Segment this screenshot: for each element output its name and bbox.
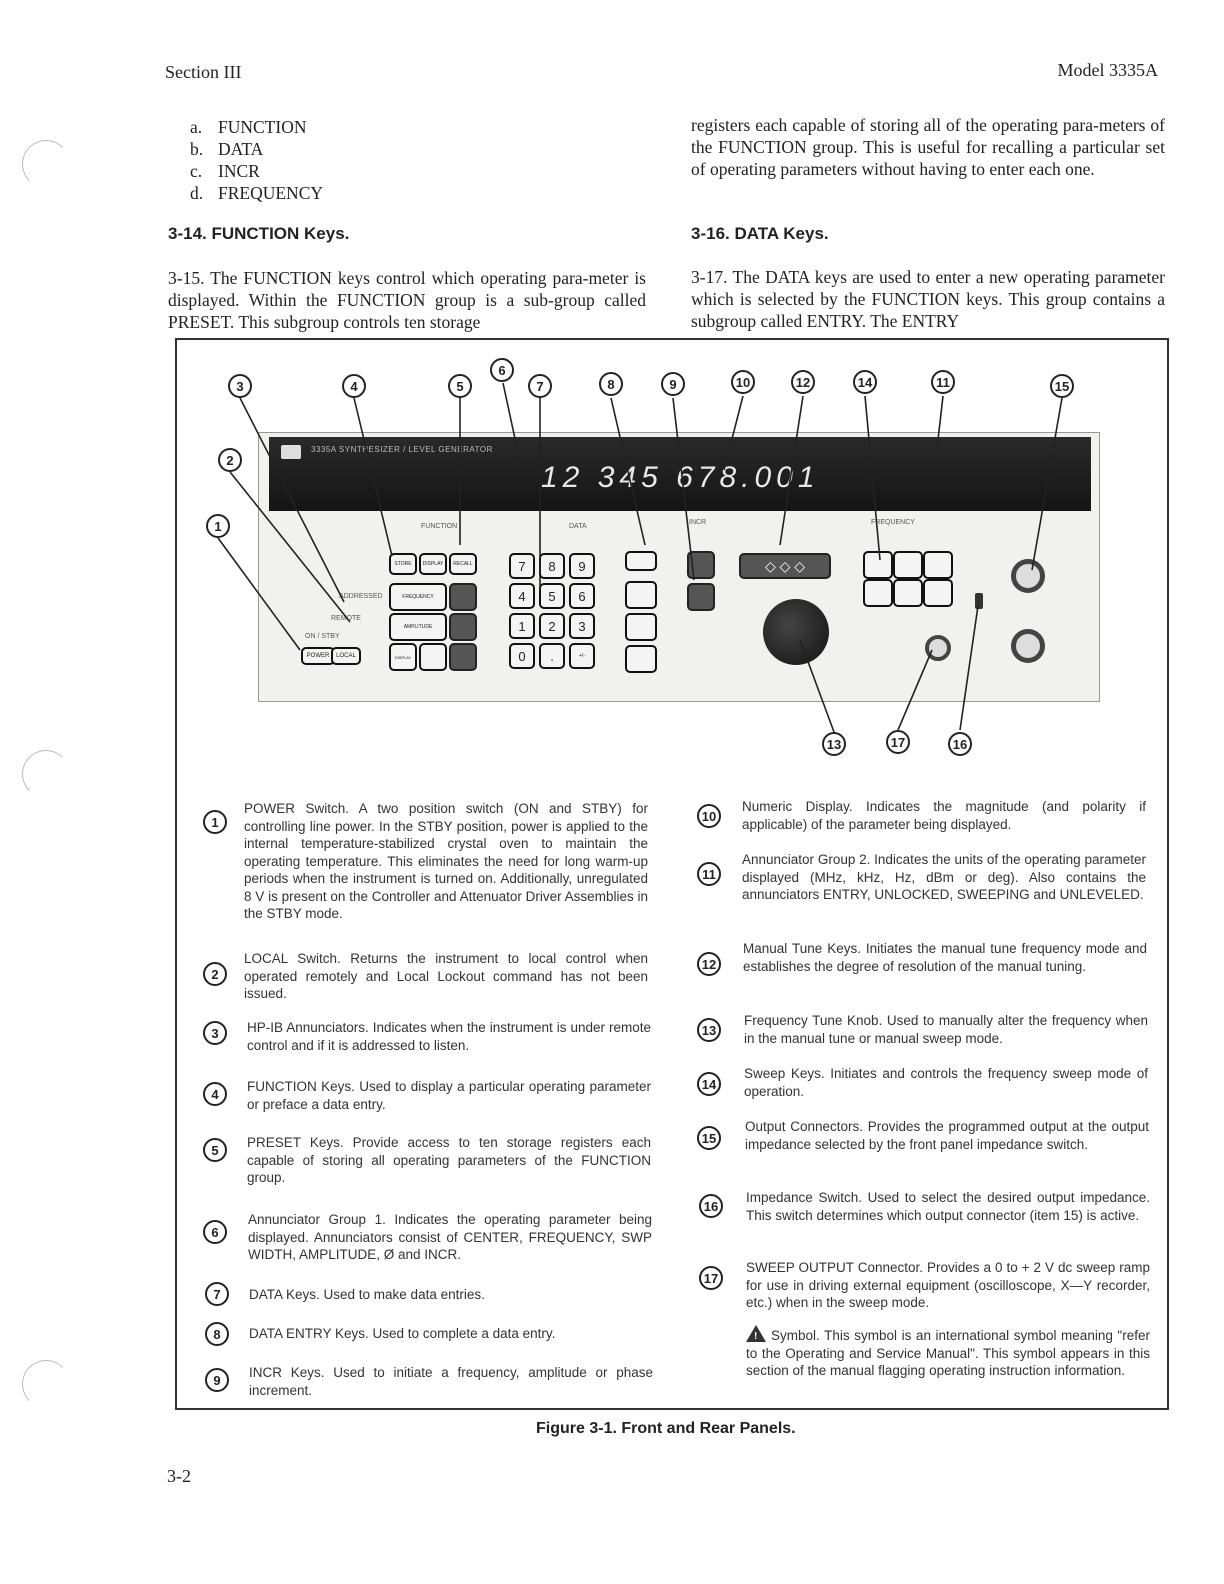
list-item: b. DATA xyxy=(190,139,264,159)
leader-line-14 xyxy=(865,396,880,560)
callout-number: 11 xyxy=(697,862,721,886)
display-last-entry-key[interactable]: DISPLAY xyxy=(389,643,417,671)
page-number: 3-2 xyxy=(167,1466,191,1486)
callout-number: 10 xyxy=(697,804,721,828)
warning-triangle-icon xyxy=(746,1325,766,1342)
callout-text-7: DATA Keys. Used to make data entries. xyxy=(249,1287,485,1302)
callout-text-5: PRESET Keys. Provide access to ten storage registers each capable of storing all operating parameters of the FUNCTION group. xyxy=(247,1135,651,1185)
list-item: d. FREQUENCY xyxy=(190,183,324,203)
key-7[interactable]: 7 xyxy=(509,553,535,579)
callout-number: 17 xyxy=(699,1266,723,1290)
callout-text-4: FUNCTION Keys. Used to display a particular operating parameter or preface a data entry. xyxy=(247,1079,651,1112)
leader-line-11 xyxy=(935,396,943,466)
callout-text-2: LOCAL Switch. Returns the instrument to local control when operated remotely and Local Lockout command has not been issued. xyxy=(244,951,648,1001)
leader-line-13 xyxy=(800,640,834,732)
amplitude-key[interactable]: AMPLITUDE xyxy=(389,613,447,641)
callout-number: 6 xyxy=(203,1220,227,1244)
numeric-display: 12 345 678.001 xyxy=(541,461,820,494)
callout-number: 15 xyxy=(697,1126,721,1150)
figure-callout-8: 8 xyxy=(599,372,623,396)
figure-callout-12: 12 xyxy=(791,370,815,394)
binder-hole xyxy=(22,1360,70,1408)
callout-text-14: Sweep Keys. Initiates and controls the frequency sweep mode of operation. xyxy=(744,1066,1148,1099)
display-button[interactable]: DISPLAY xyxy=(419,553,447,575)
callout-text-6: Annunciator Group 1. Indicates the operating parameter being displayed. Annunciators consist of CENTER, FREQUENCY, SWP WIDTH, AMPLITUDE, Ø and INCR. xyxy=(248,1212,652,1262)
figure-callout-14: 14 xyxy=(853,370,877,394)
power-button[interactable]: POWER xyxy=(301,647,335,665)
callout-number: 2 xyxy=(203,962,227,986)
key-8[interactable]: 8 xyxy=(539,553,565,579)
key-decimal[interactable]: . xyxy=(539,643,565,669)
key-6[interactable]: 6 xyxy=(569,583,595,609)
key-9[interactable]: 9 xyxy=(569,553,595,579)
figure-callout-4: 4 xyxy=(342,374,366,398)
callout-text-12: Manual Tune Keys. Initiates the manual tune frequency mode and establishes the degree of resolution of the manual tuning. xyxy=(743,941,1147,974)
leader-line-6 xyxy=(503,383,520,462)
callout-text-9: INCR Keys. Used to initiate a frequency, amplitude or phase increment. xyxy=(249,1365,653,1398)
callout-number: 4 xyxy=(203,1082,227,1106)
paragraph-3-17: 3-17. The DATA keys are used to enter a new operating parameter which is selected by the FUNCTION keys. This group contains a subgroup called ENTRY. The ENTRY xyxy=(691,267,1165,331)
brand-label: 3335A SYNTHESIZER / LEVEL GENERATOR xyxy=(311,445,493,454)
callout-text-3: HP-IB Annunciators. Indicates when the instrument is under remote control and if it is addressed to listen. xyxy=(247,1020,651,1053)
figure-callout-11: 11 xyxy=(931,370,955,394)
leader-line-12 xyxy=(780,396,803,545)
figure-callout-3: 3 xyxy=(228,374,252,398)
leader-line-8 xyxy=(611,398,645,545)
figure-callout-1: 1 xyxy=(206,514,230,538)
sweep-group-label: FREQUENCY xyxy=(871,519,915,526)
key-0[interactable]: 0 xyxy=(509,643,535,669)
key-3[interactable]: 3 xyxy=(569,613,595,639)
data-group-label: DATA xyxy=(569,523,587,530)
callout-text-13: Frequency Tune Knob. Used to manually alter the frequency when in the manual tune or manual sweep mode. xyxy=(744,1013,1148,1046)
callout-text-15: Output Connectors. Provides the programmed output at the output impedance selected by the front panel impedance switch. xyxy=(745,1119,1149,1152)
symbol-note: !Symbol. This symbol is an international symbol meaning "refer to the Operating and Service Manual". This symbol appears in this section of the manual flagging operating instruction information. xyxy=(746,1325,1150,1380)
leader-line-17 xyxy=(898,650,932,730)
section-label: Section III xyxy=(165,62,242,82)
callout-text-11: Annunciator Group 2. Indicates the units of the operating parameter displayed (MHz, kHz, Hz, dBm or deg). Also contains the annunciators ENTRY, UNLOCKED, SWEEPING and UNLEVELED. xyxy=(742,852,1146,902)
figure-caption: Figure 3-1. Front and Rear Panels. xyxy=(536,1420,796,1437)
remote-label: REMOTE xyxy=(331,615,361,622)
leader-line-16 xyxy=(960,606,978,730)
figure-callout-6: 6 xyxy=(490,358,514,382)
key-4[interactable]: 4 xyxy=(509,583,535,609)
paragraph-right-top: registers each capable of storing all of the operating para-meters of the FUNCTION group. This is useful for recalling a particular set of operating parameters without having to enter each one. xyxy=(691,115,1165,179)
incr-group-label: INCR xyxy=(689,519,707,526)
key-1[interactable]: 1 xyxy=(509,613,535,639)
recall-button[interactable]: RECALL xyxy=(449,553,477,575)
leader-line-10 xyxy=(724,396,743,470)
callout-number: 16 xyxy=(699,1194,723,1218)
leader-line-4 xyxy=(354,398,392,556)
figure-callout-10: 10 xyxy=(731,370,755,394)
heading-data-keys: 3-16. DATA Keys. xyxy=(691,224,829,243)
callout-number: 14 xyxy=(697,1072,721,1096)
callout-number: 3 xyxy=(203,1021,227,1045)
list-item: a. FUNCTION xyxy=(190,117,307,137)
paragraph-3-15: 3-15. The FUNCTION keys control which operating para-meter is displayed. Within the FUNCTION group is a sub-group called PRESET. This subgroup controls ten storage xyxy=(168,268,646,332)
key-sign[interactable]: +/- xyxy=(569,643,595,669)
list-item: c. INCR xyxy=(190,161,260,181)
leader-line-1 xyxy=(218,538,300,650)
figure-callout-2: 2 xyxy=(218,448,242,472)
figure-callout-7: 7 xyxy=(528,374,552,398)
callout-number: 5 xyxy=(203,1138,227,1162)
figure-callout-16: 16 xyxy=(948,732,972,756)
callout-text-10: Numeric Display. Indicates the magnitude (and polarity if applicable) of the parameter being displayed. xyxy=(742,799,1146,832)
figure-callout-9: 9 xyxy=(661,372,685,396)
callout-number: 9 xyxy=(205,1368,229,1392)
callout-number: 8 xyxy=(205,1322,229,1346)
figure-callout-17: 17 xyxy=(886,730,910,754)
callout-number: 1 xyxy=(203,810,227,834)
callout-text-16: Impedance Switch. Used to select the desired output impedance. This switch determines which output connector (item 15) is active. xyxy=(746,1190,1150,1223)
leader-line-9 xyxy=(673,398,694,580)
figure-callout-15: 15 xyxy=(1050,374,1074,398)
stby-label: ON / STBY xyxy=(305,633,340,640)
key-2[interactable]: 2 xyxy=(539,613,565,639)
callout-text-8: DATA ENTRY Keys. Used to complete a data entry. xyxy=(249,1326,556,1341)
callout-text-1: POWER Switch. A two position switch (ON and STBY) for controlling line power. In the STBY position, power is applied to the internal temperature-stabilized crystal oven to maintain the operating temperature. This eliminates the need for long warm-up periods when the instrument is turned on. Additionally, unregulated 8 V is present on the Controller and Attenuator Driver Assemblies in the STBY mode. xyxy=(244,801,648,921)
leader-line-3 xyxy=(240,398,344,602)
model-label: Model 3335A xyxy=(1057,60,1158,80)
heading-function-keys: 3-14. FUNCTION Keys. xyxy=(168,224,350,243)
leader-line-15 xyxy=(1032,398,1062,570)
local-button[interactable]: LOCAL xyxy=(331,647,361,665)
figure-callout-13: 13 xyxy=(822,732,846,756)
figure-callout-5: 5 xyxy=(448,374,472,398)
function-group-label: FUNCTION xyxy=(421,523,458,530)
callout-text-17: SWEEP OUTPUT Connector. Provides a 0 to + 2 V dc sweep ramp for use in driving external equipment (oscilloscope, X—Y recorder, etc.) when in the sweep mode. xyxy=(746,1260,1150,1310)
frequency-key[interactable]: FREQUENCY xyxy=(389,583,447,611)
manual-tune-keys[interactable]: ◇ ◇ ◇ xyxy=(739,553,831,579)
callout-number: 13 xyxy=(697,1018,721,1042)
addressed-label: ADDRESSED xyxy=(339,593,383,600)
key-5[interactable]: 5 xyxy=(539,583,565,609)
store-button[interactable]: STORE xyxy=(389,553,417,575)
callout-number: 7 xyxy=(205,1282,229,1306)
callout-number: 12 xyxy=(697,952,721,976)
